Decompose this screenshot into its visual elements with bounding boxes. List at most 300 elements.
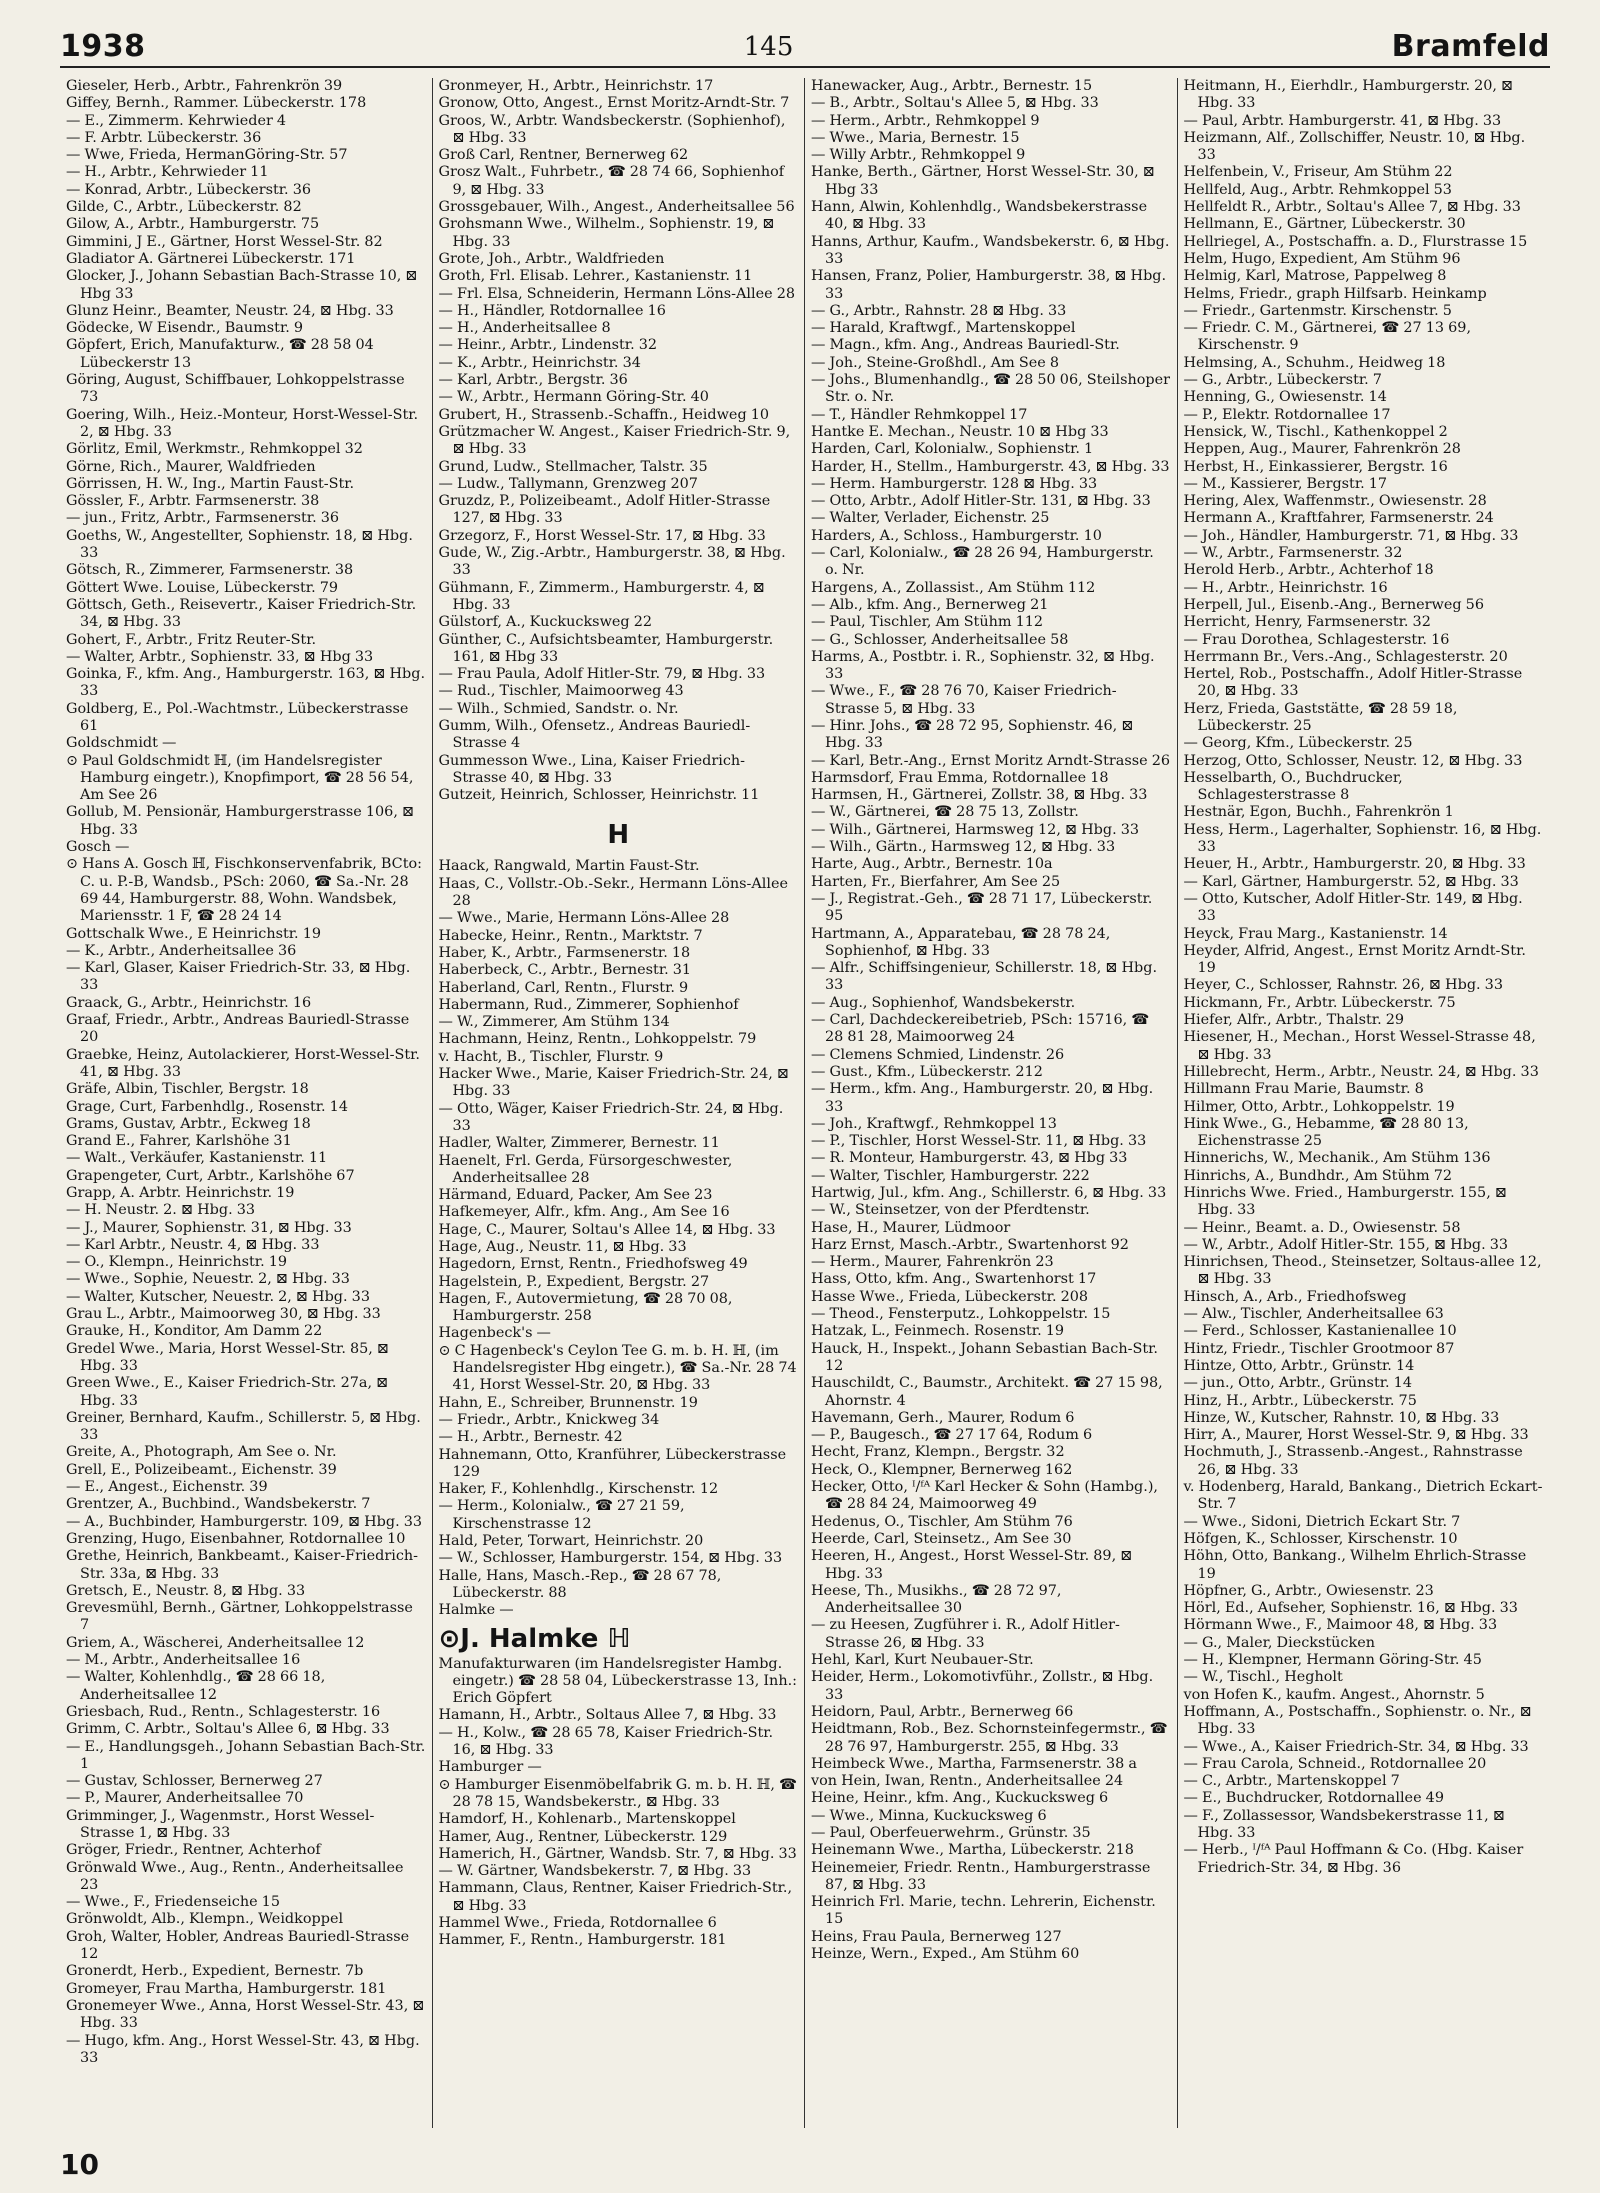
- directory-entry: — Herm., Arbtr., Rehmkoppel 9: [811, 112, 1040, 129]
- directory-entry: Harte, Aug., Arbtr., Bernestr. 10a: [811, 856, 1053, 873]
- directory-entry: Heitmann, H., Eierhdlr., Hamburgerstr. 20, ⊠ Hbg. 33: [1183, 78, 1514, 112]
- directory-entry: Hanewacker, Aug., Arbtr., Bernestr. 15: [811, 78, 1093, 94]
- directory-entry: Glocker, J., Johann Sebastian Bach-Strasse 10, ⊠ Hbg 33: [66, 268, 418, 302]
- directory-entry: — Joh., Kraftwgf., Rehmkoppel 13: [811, 1115, 1057, 1132]
- directory-entry: Hauschildt, C., Baumstr., Architekt. ☎ 27 15 98, Ahornstr. 4: [811, 1375, 1163, 1409]
- directory-entry: — Joh., Händler, Hamburgerstr. 71, ⊠ Hbg. 33: [1183, 527, 1519, 544]
- directory-entry: Heidtmann, Rob., Bez. Schornsteinfegermstr., ☎ 28 76 97, Hamburgerstr. 255, ⊠ Hbg. 33: [811, 1721, 1168, 1755]
- directory-entry: Gühmann, F., Zimmerm., Hamburgerstr. 4, ⊠ Hbg. 33: [438, 579, 765, 613]
- directory-entry: Gräfe, Albin, Tischler, Bergstr. 18: [66, 1081, 309, 1098]
- directory-entry: Hacker Wwe., Marie, Kaiser Friedrich-Str. 24, ⊠ Hbg. 33: [438, 1066, 789, 1100]
- directory-entry: — M., Kassierer, Bergstr. 17: [1183, 475, 1388, 492]
- directory-entry: Hachmann, Heinz, Rentn., Lohkoppelstr. 79: [438, 1031, 757, 1048]
- directory-entry: — W., Tischl., Hegholt: [1183, 1669, 1343, 1686]
- directory-entry: — Willy Arbtr., Rehmkoppel 9: [811, 147, 1026, 164]
- directory-entry: — Walt., Verkäufer, Kastanienstr. 11: [66, 1150, 328, 1167]
- directory-entry: Göttsch, Geth., Reisevertr., Kaiser Friedrich-Str. 34, ⊠ Hbg. 33: [66, 596, 417, 631]
- directory-entry: — P., Tischler, Horst Wessel-Str. 11, ⊠ Hbg. 33: [811, 1133, 1147, 1150]
- directory-entry: Görlitz, Emil, Werkmstr., Rehmkoppel 32: [66, 441, 363, 458]
- directory-entry: Heimbeck Wwe., Martha, Farmsenerstr. 38 a: [811, 1755, 1137, 1772]
- directory-entry: Hage, Aug., Neustr. 11, ⊠ Hbg. 33: [438, 1239, 687, 1255]
- directory-entry: — G., Arbtr., Rahnstr. 28 ⊠ Hbg. 33: [811, 302, 1067, 319]
- directory-entry: — Heinr., Beamt. a. D., Owiesenstr. 58: [1183, 1219, 1461, 1236]
- directory-entry: — Frl. Elsa, Schneiderin, Hermann Löns-Allee 28: [438, 285, 796, 302]
- directory-entry: Gottschalk Wwe., E Heinrichstr. 19: [66, 925, 322, 942]
- directory-entry: Habecke, Heinr., Rentn., Marktstr. 7: [438, 927, 703, 944]
- directory-entry: Griesbach, Rud., Rentn., Schlagesterstr. 16: [66, 1703, 381, 1720]
- directory-entry: Harders, A., Schloss., Hamburgerstr. 10: [811, 527, 1102, 544]
- directory-entry: Hartwig, Jul., kfm. Ang., Schillerstr. 6, ⊠ Hbg. 33: [811, 1185, 1167, 1201]
- directory-entry: von Hofen K., kaufm. Angest., Ahornstr. 5: [1183, 1686, 1485, 1703]
- directory-entry: Groß Carl, Rentner, Bernerweg 62: [438, 147, 689, 164]
- directory-entry: Göpfert, Erich, Manufakturw., ☎ 28 58 04 Lübeckerstr 13: [66, 337, 374, 371]
- directory-entry: Harder, H., Stellm., Hamburgerstr. 43, ⊠ Hbg. 33: [811, 458, 1170, 475]
- directory-entry: Heck, O., Klempner, Bernerweg 162: [811, 1461, 1073, 1478]
- directory-entry: — Karl, Glaser, Kaiser Friedrich-Str. 33, ⊠ Hbg. 33: [66, 960, 411, 994]
- directory-entry: Haberbeck, C., Arbtr., Bernestr. 31: [438, 962, 692, 979]
- directory-entry: — Wwe, Frieda, HermanGöring-Str. 57: [66, 147, 348, 164]
- directory-entry: — Hugo, kfm. Ang., Horst Wessel-Str. 43, ⊠ Hbg. 33: [66, 2032, 420, 2066]
- directory-entry: Gödecke, W Eisendr., Baumstr. 9: [66, 320, 304, 337]
- directory-entry: — Carl, Kolonialw., ☎ 28 26 94, Hamburgerstr. o. Nr.: [811, 545, 1154, 579]
- directory-entry: ⊙ Paul Goldschmidt ℍ, (im Handelsregister Hamburg eingetr.), Knopfimport, ☎ 28 56 54, Am See 26: [66, 752, 414, 804]
- directory-entry: Hammel Wwe., Frieda, Rotdornallee 6: [438, 1914, 717, 1931]
- directory-entry: Goldberg, E., Pol.-Wachtmstr., Lübeckerstrasse 61: [66, 700, 409, 734]
- directory-entry: Heyer, C., Schlosser, Rahnstr. 26, ⊠ Hbg. 33: [1183, 977, 1503, 994]
- directory-entry: Grund, Ludw., Stellmacher, Talstr. 35: [438, 458, 708, 475]
- directory-entry: ⊙ C Hagenbeck's Ceylon Tee G. m. b. H. ℍ, (im Handelsregister Hbg eingetr.), ☎ Sa.-Nr. 28 74 41, Horst Wessel-Str. 20, ⊠ Hbg. 33: [438, 1342, 797, 1394]
- directory-entry: Herzog, Otto, Schlosser, Neustr. 12, ⊠ Hbg. 33: [1183, 752, 1523, 769]
- directory-entry: — Wwe., Maria, Bernestr. 15: [811, 129, 1020, 146]
- directory-entry: Gohert, F., Arbtr., Fritz Reuter-Str.: [66, 631, 317, 648]
- directory-entry: Heppen, Aug., Maurer, Fahrenkrön 28: [1183, 441, 1461, 458]
- directory-entry: Hinnerichs, W., Mechanik., Am Stühm 136: [1183, 1150, 1491, 1167]
- directory-entry: Höhn, Otto, Bankang., Wilhelm Ehrlich-Strasse 19: [1183, 1548, 1527, 1582]
- directory-entry: Gredel Wwe., Maria, Horst Wessel-Str. 85, ⊠ Hbg. 33: [66, 1340, 389, 1374]
- directory-entry: — Walter, Verlader, Eichenstr. 25: [811, 510, 1050, 527]
- directory-entry: — Wwe., Minna, Kuckucksweg 6: [811, 1807, 1047, 1824]
- directory-entry: — H. Neustr. 2. ⊠ Hbg. 33: [66, 1202, 256, 1219]
- directory-entry: Hahnemann, Otto, Kranführer, Lübeckerstrasse 129: [438, 1446, 787, 1480]
- directory-entry: — W., Zimmerer, Am Stühm 134: [438, 1014, 670, 1031]
- directory-entry: Hantke E. Mechan., Neustr. 10 ⊠ Hbg 33: [811, 423, 1109, 440]
- directory-entry: Halle, Hans, Masch.-Rep., ☎ 28 67 78, Lübeckerstr. 88: [438, 1567, 722, 1601]
- directory-entry: — E., Zimmerm. Kehrwieder 4: [66, 112, 287, 129]
- directory-entry: — M., Arbtr., Anderheitsallee 16: [66, 1652, 301, 1669]
- directory-entry: Gröger, Friedr., Rentner, Achterhof: [66, 1842, 321, 1859]
- directory-entry: Hinrichsen, Theod., Steinsetzer, Soltaus-allee 12, ⊠ Hbg. 33: [1183, 1254, 1542, 1288]
- directory-entry: Hase, H., Maurer, Lüdmoor: [811, 1219, 1011, 1236]
- directory-entry: Harden, Carl, Kolonialw., Sophienstr. 1: [811, 441, 1094, 458]
- directory-entry: — Alb., kfm. Ang., Bernerweg 21: [811, 596, 1049, 613]
- directory-entry: — Friedr., Gartenmstr. Kirschenstr. 5: [1183, 302, 1452, 319]
- directory-entry: Hartmann, A., Apparatebau, ☎ 28 78 24, Sophienhof, ⊠ Hbg. 33: [811, 925, 1111, 959]
- directory-entry: — G., Arbtr., Lübeckerstr. 7: [1183, 372, 1382, 389]
- directory-entry: — C., Arbtr., Martenskoppel 7: [1183, 1773, 1400, 1790]
- directory-entry: Helmig, Karl, Matrose, Pappelweg 8: [1183, 268, 1447, 285]
- directory-entry: Heerde, Carl, Steinsetz., Am See 30: [811, 1530, 1072, 1547]
- directory-entry: Hagenbeck's —: [438, 1325, 551, 1342]
- directory-entry: Gronow, Otto, Angest., Ernst Moritz-Arndt-Str. 7: [438, 95, 790, 112]
- directory-entry: — T., Händler Rehmkoppel 17: [811, 406, 1028, 423]
- directory-entry: Hesselbarth, O., Buchdrucker, Schlagesterstrasse 8: [1183, 769, 1403, 804]
- directory-entry: Hintze, Otto, Arbtr., Grünstr. 14: [1183, 1357, 1415, 1374]
- directory-entry: Graaf, Friedr., Arbtr., Andreas Bauriedl-Strasse 20: [66, 1012, 410, 1046]
- directory-entry: v. Hacht, B., Tischler, Flurstr. 9: [438, 1048, 664, 1065]
- directory-entry: — Gustav, Schlosser, Bernerweg 27: [66, 1773, 323, 1790]
- directory-entry: — Rud., Tischler, Maimoorweg 43: [438, 683, 684, 700]
- directory-entry: — Paul, Oberfeuerwehrm., Grünstr. 35: [811, 1824, 1091, 1841]
- directory-entry: Hamer, Aug., Rentner, Lübeckerstr. 129: [438, 1828, 728, 1845]
- directory-entry: Hochmuth, J., Strassenb.-Angest., Rahnstrasse 26, ⊠ Hbg. 33: [1183, 1444, 1523, 1478]
- directory-entry: Heinemeier, Friedr. Rentn., Hamburgerstrasse 87, ⊠ Hbg. 33: [811, 1859, 1151, 1893]
- directory-entry: — Wilh., Schmied, Sandstr. o. Nr.: [438, 700, 679, 717]
- directory-entry: Gössler, F., Arbtr. Farmsenerstr. 38: [66, 493, 320, 510]
- directory-entry: Grevesmühl, Bernh., Gärtner, Lohkoppelstrasse 7: [66, 1600, 413, 1634]
- directory-entry: Heyder, Alfrid, Angest., Ernst Moritz Arndt-Str. 19: [1183, 942, 1526, 977]
- directory-entry: Grapp, A. Arbtr. Heinrichstr. 19: [66, 1185, 295, 1201]
- directory-entry: — Wwe., Sophie, Neuestr. 2, ⊠ Hbg. 33: [66, 1271, 350, 1288]
- directory-entry: — H., Klempner, Hermann Göring-Str. 45: [1183, 1652, 1482, 1669]
- directory-entry: Hedenus, O., Tischler, Am Stühm 76: [811, 1513, 1073, 1530]
- directory-entry: Goldschmidt —: [66, 735, 177, 752]
- directory-entry: — H., Anderheitsallee 8: [438, 320, 611, 337]
- directory-entry: — Harald, Kraftwgf., Martenskoppel: [811, 320, 1076, 337]
- directory-entry: Gronemeyer Wwe., Anna, Horst Wessel-Str. 43, ⊠ Hbg. 33: [66, 1997, 425, 2032]
- directory-entry: Greite, A., Photograph, Am See o. Nr.: [66, 1444, 337, 1461]
- directory-entry: Götsch, R., Zimmerer, Farmsenerstr. 38: [66, 562, 354, 579]
- directory-entry: — Walter, Kutscher, Neuestr. 2, ⊠ Hbg. 33: [66, 1288, 370, 1305]
- directory-entry: — Konrad, Arbtr., Lübeckerstr. 36: [66, 181, 312, 198]
- directory-entry: Harz Ernst, Masch.-Arbtr., Swartenhorst 92: [811, 1236, 1129, 1253]
- directory-entry: Görne, Rich., Maurer, Waldfrieden: [66, 458, 316, 475]
- directory-entry: Helfenbein, V., Friseur, Am Stühm 22: [1183, 164, 1453, 181]
- directory-entry: Gromeyer, Frau Martha, Hamburgerstr. 181: [66, 1980, 387, 1997]
- directory-entry: — Otto, Kutscher, Adolf Hitler-Str. 149, ⊠ Hbg. 33: [1183, 890, 1523, 925]
- directory-entry: Grzegorz, F., Horst Wessel-Str. 17, ⊠ Hbg. 33: [438, 527, 766, 544]
- directory-entry: Hammann, Claus, Rentner, Kaiser Friedrich-Str., ⊠ Hbg. 33: [438, 1880, 793, 1914]
- directory-entry: — Magn., kfm. Ang., Andreas Bauriedl-Str.: [811, 337, 1120, 354]
- directory-entry: Hald, Peter, Torwart, Heinrichstr. 20: [438, 1533, 704, 1550]
- directory-entry: Grönwald Wwe., Aug., Rentn., Anderheitsallee 23: [66, 1859, 404, 1893]
- directory-entry: — J., Registrat.-Geh., ☎ 28 71 17, Lübeckerstr. 95: [811, 890, 1153, 925]
- directory-entry: Gimmini, J E., Gärtner, Horst Wessel-Str. 82: [66, 233, 383, 250]
- directory-entry: — W., Arbtr., Hermann Göring-Str. 40: [438, 389, 709, 406]
- directory-entry: Hestnär, Egon, Buchh., Fahrenkrön 1: [1183, 804, 1454, 821]
- directory-entry: — Wwe., A., Kaiser Friedrich-Str. 34, ⊠ Hbg. 33: [1183, 1738, 1529, 1755]
- directory-entry: — W., Steinsetzer, von der Pferdtenstr.: [811, 1202, 1090, 1219]
- header-page-number: 145: [743, 32, 794, 62]
- directory-entry: Henning, G., Owiesenstr. 14: [1183, 389, 1387, 406]
- directory-entry: Hinrichs Wwe. Fried., Hamburgerstr. 155, ⊠ Hbg. 33: [1183, 1185, 1507, 1219]
- directory-entry: — B., Arbtr., Soltau's Allee 5, ⊠ Hbg. 33: [811, 95, 1099, 112]
- directory-entry: Grell, E., Polizeibeamt., Eichenstr. 39: [66, 1461, 337, 1478]
- directory-entry: — Karl, Arbtr., Bergstr. 36: [438, 372, 628, 389]
- directory-entry: Hellmann, E., Gärtner, Lübeckerstr. 30: [1183, 216, 1466, 233]
- directory-entry: Hecker, Otto, ᴵ/ᶠᴬ Karl Hecker & Sohn (Hambg.), ☎ 28 84 24, Maimoorweg 49: [811, 1479, 1159, 1513]
- directory-entry: Grenzing, Hugo, Eisenbahner, Rotdornallee 10: [66, 1530, 406, 1547]
- directory-entry: — Alw., Tischler, Anderheitsallee 63: [1183, 1306, 1444, 1323]
- directory-entry: Haber, K., Arbtr., Farmsenerstr. 18: [438, 944, 691, 961]
- directory-entry: Manufakturwaren (im Handelsregister Hambg. eingetr.) ☎ 28 58 04, Lübeckerstrasse 13, Inh.: Erich Göpfert: [438, 1655, 798, 1707]
- directory-entry: — W. Gärtner, Wandsbekerstr. 7, ⊠ Hbg. 33: [438, 1863, 752, 1880]
- directory-entry: Hörl, Ed., Aufseher, Sophienstr. 16, ⊠ Hbg. 33: [1183, 1600, 1518, 1617]
- directory-entry: Gretsch, E., Neustr. 8, ⊠ Hbg. 33: [66, 1582, 306, 1599]
- directory-entry: — H., Händler, Rotdornallee 16: [438, 302, 666, 319]
- directory-entry: Hoffmann, A., Postschaffn., Sophienstr. o. Nr., ⊠ Hbg. 33: [1183, 1703, 1532, 1738]
- directory-entry: Gilow, A., Arbtr., Hamburgerstr. 75: [66, 216, 320, 233]
- directory-entry: Habermann, Rud., Zimmerer, Sophienhof: [438, 996, 739, 1013]
- directory-entry: Heizmann, Alf., Zollschiffer, Neustr. 10, ⊠ Hbg. 33: [1183, 129, 1526, 164]
- directory-entry: Green Wwe., E., Kaiser Friedrich-Str. 27a, ⊠ Hbg. 33: [66, 1375, 389, 1409]
- directory-entry: — Wwe., F., Friedenseiche 15: [66, 1894, 280, 1911]
- directory-entry: Heinze, Wern., Exped., Am Stühm 60: [811, 1946, 1080, 1963]
- directory-entry: Herz, Frieda, Gaststätte, ☎ 28 59 18, Lübeckerstr. 25: [1183, 700, 1458, 734]
- directory-entry: Grand E., Fahrer, Karlshöhe 31: [66, 1133, 292, 1150]
- directory-entry: Hickmann, Fr., Arbtr. Lübeckerstr. 75: [1183, 994, 1456, 1011]
- directory-entry: Graack, G., Arbtr., Heinrichstr. 16: [66, 994, 312, 1011]
- directory-entry: ⊙ Hamburger Eisenmöbelfabrik G. m. b. H. ℍ, ☎ 28 78 15, Wandsbekerstr., ⊠ Hbg. 33: [438, 1776, 797, 1810]
- directory-entry: Gronerdt, Herb., Expedient, Bernestr. 7b: [66, 1963, 364, 1980]
- directory-entry: Grote, Joh., Arbtr., Waldfrieden: [438, 250, 665, 267]
- directory-entry: Görrissen, H. W., Ing., Martin Faust-Str.: [66, 475, 355, 492]
- directory-entry: — Aug., Sophienhof, Wandsbekerstr.: [811, 994, 1076, 1011]
- directory-entry: Günther, C., Aufsichtsbeamter, Hamburgerstr. 161, ⊠ Hbg 33: [438, 631, 774, 665]
- directory-entry: Hecht, Franz, Klempn., Bergstr. 32: [811, 1444, 1065, 1461]
- directory-entry: — F., Zollassessor, Wandsbekerstrasse 11, ⊠ Hbg. 33: [1183, 1807, 1505, 1841]
- directory-entry: — Paul, Arbtr. Hamburgerstr. 41, ⊠ Hbg. 33: [1183, 112, 1502, 129]
- directory-entry: Hammer, F., Rentn., Hamburgerstr. 181: [438, 1932, 727, 1949]
- directory-entry: — jun., Otto, Arbtr., Grünstr. 14: [1183, 1375, 1412, 1392]
- directory-entry: — Wilh., Gärtnerei, Harmsweg 12, ⊠ Hbg. 33: [811, 821, 1140, 838]
- directory-entry: — G., Maler, Dieckstücken: [1183, 1634, 1375, 1651]
- directory-entry: — Hinr. Johs., ☎ 28 72 95, Sophienstr. 46, ⊠ Hbg. 33: [811, 717, 1134, 752]
- directory-entry: Gutzeit, Heinrich, Schlosser, Heinrichstr. 11: [438, 787, 760, 804]
- footer-sheet-number: 10: [60, 2148, 99, 2181]
- directory-entry: — Friedr., Arbtr., Knickweg 34: [438, 1411, 660, 1428]
- directory-entry: Hargens, A., Zollassist., Am Stühm 112: [811, 579, 1096, 596]
- directory-entry: Grethe, Heinrich, Bankbeamt., Kaiser-Friedrich-Str. 33a, ⊠ Hbg. 33: [66, 1548, 419, 1582]
- directory-entry: Grau L., Arbtr., Maimoorweg 30, ⊠ Hbg. 33: [66, 1306, 381, 1323]
- directory-entry: Havemann, Gerh., Maurer, Rodum 6: [811, 1409, 1075, 1426]
- directory-entry: — jun., Fritz, Arbtr., Farmsenerstr. 36: [66, 510, 340, 527]
- directory-entry: Greiner, Bernhard, Kaufm., Schillerstr. 5, ⊠ Hbg. 33: [66, 1409, 421, 1444]
- directory-entry: Herbst, H., Einkassierer, Bergstr. 16: [1183, 458, 1448, 475]
- directory-entry: Hasse Wwe., Frieda, Lübeckerstr. 208: [811, 1288, 1089, 1305]
- directory-entry: Gieseler, Herb., Arbtr., Fahrenkrön 39: [66, 78, 343, 94]
- directory-entry: Gilde, C., Arbtr., Lübeckerstr. 82: [66, 199, 302, 216]
- directory-entry: Herrmann Br., Vers.-Ang., Schlagesterstr. 20: [1183, 648, 1508, 665]
- directory-entry: Hinz, H., Arbtr., Lübeckerstr. 75: [1183, 1392, 1417, 1409]
- directory-entry: Gladiator A. Gärtnerei Lübeckerstr. 171: [66, 250, 356, 267]
- directory-entry: Hess, Herm., Lagerhalter, Sophienstr. 16, ⊠ Hbg. 33: [1183, 821, 1542, 856]
- directory-entry: — Clemens Schmied, Lindenstr. 26: [811, 1046, 1065, 1063]
- directory-entry: Hafkemeyer, Alfr., kfm. Ang., Am See 16: [438, 1204, 730, 1221]
- directory-entry: — Frau Carola, Schneid., Rotdornallee 20: [1183, 1755, 1487, 1772]
- directory-entry: Heins, Frau Paula, Bernerweg 127: [811, 1928, 1062, 1945]
- directory-entry: — G., Schlosser, Anderheitsallee 58: [811, 631, 1069, 648]
- directory-entry: — O., Klempn., Heinrichstr. 19: [66, 1254, 288, 1271]
- directory-entry: Hahn, E., Schreiber, Brunnenstr. 19: [438, 1394, 698, 1411]
- directory-entry: von Hein, Iwan, Rentn., Anderheitsallee 24: [811, 1773, 1124, 1790]
- directory-entry: Hagedorn, Ernst, Rentn., Friedhofsweg 49: [438, 1256, 748, 1273]
- directory-entry: Helmsing, A., Schuhm., Heidweg 18: [1183, 354, 1446, 371]
- directory-entry: — Otto, Wäger, Kaiser Friedrich-Str. 24, ⊠ Hbg. 33: [438, 1100, 784, 1134]
- directory-entry: — Ferd., Schlosser, Kastanienallee 10: [1183, 1323, 1457, 1340]
- directory-entry: Hiesener, H., Mechan., Horst Wessel-Strasse 48, ⊠ Hbg. 33: [1183, 1029, 1536, 1063]
- directory-entry: Grauke, H., Konditor, Am Damm 22: [66, 1323, 323, 1340]
- directory-entry: Herold Herb., Arbtr., Achterhof 18: [1183, 562, 1434, 579]
- directory-entry: — E., Handlungsgeh., Johann Sebastian Bach-Str. 1: [66, 1738, 426, 1772]
- directory-entry: Haack, Rangwald, Martin Faust-Str.: [438, 858, 700, 875]
- directory-entry: Hansen, Franz, Polier, Hamburgerstr. 38, ⊠ Hbg. 33: [811, 268, 1167, 302]
- directory-entry: — P., Maurer, Anderheitsallee 70: [66, 1790, 304, 1807]
- directory-entry: Hanns, Arthur, Kaufm., Wandsbekerstr. 6, ⊠ Hbg. 33: [811, 233, 1170, 267]
- directory-entry: — Theod., Fensterputz., Lohkoppelstr. 15: [811, 1306, 1111, 1323]
- directory-entry: Hauck, H., Inspekt., Johann Sebastian Bach-Str. 12: [811, 1340, 1158, 1374]
- directory-entry: Haker, F., Kohlenhdlg., Kirschenstr. 12: [438, 1481, 719, 1498]
- directory-entry: Hörmann Wwe., F., Maimoor 48, ⊠ Hbg. 33: [1183, 1617, 1498, 1634]
- directory-entry: Heese, Th., Musikhs., ☎ 28 72 97, Anderheitsallee 30: [811, 1582, 1062, 1617]
- directory-entry: Hamdorf, H., Kohlenarb., Martenskoppel: [438, 1811, 736, 1828]
- section-letter-text: H: [607, 820, 630, 851]
- directory-entry: Heine, Heinr., kfm. Ang., Kuckucksweg 6: [811, 1790, 1109, 1807]
- directory-entry: — Karl Arbtr., Neustr. 4, ⊠ Hbg. 33: [66, 1236, 320, 1253]
- directory-entry: Herpell, Jul., Eisenb.-Ang., Bernerweg 56: [1183, 596, 1484, 613]
- directory-entry: Goeths, W., Angestellter, Sophienstr. 18, ⊠ Hbg. 33: [66, 527, 413, 562]
- directory-entry: Grönwoldt, Alb., Klempn., Weidkoppel: [66, 1911, 344, 1928]
- directory-entry: — Walter, Tischler, Hamburgerstr. 222: [811, 1167, 1090, 1184]
- directory-entry: Groth, Frl. Elisab. Lehrer., Kastanienstr. 11: [438, 268, 753, 285]
- directory-entry: Gude, W., Zig.-Arbtr., Hamburgerstr. 38, ⊠ Hbg. 33: [438, 545, 786, 579]
- directory-entry: Hirr, A., Maurer, Horst Wessel-Str. 9, ⊠ Hbg. 33: [1183, 1427, 1529, 1444]
- directory-entry: Goering, Wilh., Heiz.-Monteur, Horst-Wessel-Str. 2, ⊠ Hbg. 33: [66, 406, 419, 440]
- directory-entry: — Alfr., Schiffsingenieur, Schillerstr. 18, ⊠ Hbg. 33: [811, 960, 1158, 994]
- directory-column-2: [433, 78, 806, 2128]
- directory-entry: — zu Heesen, Zugführer i. R., Adolf Hitler-Strasse 26, ⊠ Hbg. 33: [811, 1617, 1120, 1651]
- directory-entry: — Wwe., Sidoni, Dietrich Eckart Str. 7: [1183, 1513, 1461, 1530]
- header-year: 1938: [60, 29, 146, 64]
- directory-entry: Grubert, H., Strassenb.-Schaffn., Heidweg 10: [438, 406, 770, 423]
- directory-columns: [60, 78, 1550, 2128]
- directory-entry: Glunz Heinr., Beamter, Neustr. 24, ⊠ Hbg. 33: [66, 302, 394, 319]
- directory-entry: — Wilh., Gärtn., Harmsweg 12, ⊠ Hbg. 33: [811, 839, 1116, 856]
- directory-entry: Hiefer, Alfr., Arbtr., Thalstr. 29: [1183, 1012, 1405, 1029]
- directory-entry: Hage, C., Maurer, Soltau's Allee 14, ⊠ Hbg. 33: [438, 1221, 776, 1238]
- directory-entry: Hehl, Karl, Kurt Neubauer-Str.: [811, 1652, 1034, 1669]
- section-letter: [439, 820, 799, 850]
- directory-entry: Höpfner, G., Arbtr., Owiesenstr. 23: [1183, 1582, 1434, 1599]
- directory-entry: Heuer, H., Arbtr., Hamburgerstr. 20, ⊠ Hbg. 33: [1183, 856, 1526, 873]
- directory-entry: Grentzer, A., Buchbind., Wandsbekerstr. 7: [66, 1496, 371, 1513]
- directory-entry: — Joh., Steine-Großhdl., Am See 8: [811, 354, 1059, 371]
- directory-entry: Graebke, Heinz, Autolackierer, Horst-Wessel-Str. 41, ⊠ Hbg. 33: [66, 1046, 420, 1080]
- directory-entry: — H., Kolw., ☎ 28 65 78, Kaiser Friedrich-Str. 16, ⊠ Hbg. 33: [438, 1724, 774, 1759]
- directory-entry: Groos, W., Arbtr. Wandsbeckerstr. (Sophienhof), ⊠ Hbg. 33: [438, 112, 786, 146]
- directory-entry: Heyck, Frau Marg., Kastanienstr. 14: [1183, 925, 1448, 942]
- directory-entry: Griem, A., Wäscherei, Anderheitsallee 12: [66, 1634, 365, 1651]
- directory-entry: Hertel, Rob., Postschaffn., Adolf Hitler-Strasse 20, ⊠ Hbg. 33: [1183, 666, 1523, 700]
- directory-entry: — Carl, Dachdeckereibetrieb, PSch: 15716, ☎ 28 81 28, Maimoorweg 24: [811, 1012, 1150, 1046]
- directory-entry: — Karl, Gärtner, Hamburgerstr. 52, ⊠ Hbg. 33: [1183, 873, 1519, 890]
- directory-entry: Gruzdz, P., Polizeibeamt., Adolf Hitler-Strasse 127, ⊠ Hbg. 33: [438, 493, 771, 527]
- directory-entry: — H., Arbtr., Bernestr. 42: [438, 1429, 623, 1446]
- directory-entry: Gumm, Wilh., Ofensetz., Andreas Bauriedl-Strasse 4: [438, 717, 751, 752]
- directory-entry: Hinze, W., Kutscher, Rahnstr. 10, ⊠ Hbg. 33: [1183, 1409, 1500, 1426]
- directory-entry: Hinsch, A., Arb., Friedhofsweg: [1183, 1288, 1407, 1305]
- directory-entry: Groh, Walter, Hobler, Andreas Bauriedl-Strasse 12: [66, 1928, 410, 1963]
- directory-entry: Hellriegel, A., Postschaffn. a. D., Flurstrasse 15: [1183, 233, 1528, 250]
- directory-entry: — F. Arbtr. Lübeckerstr. 36: [66, 129, 262, 146]
- directory-entry: — K., Arbtr., Heinrichstr. 34: [438, 354, 641, 371]
- directory-entry: — W., Arbtr., Farmsenerstr. 32: [1183, 545, 1403, 562]
- directory-entry: — A., Buchbinder, Hamburgerstr. 109, ⊠ Hbg. 33: [66, 1513, 423, 1530]
- directory-entry: Grimm, C. Arbtr., Soltau's Allee 6, ⊠ Hbg. 33: [66, 1721, 390, 1738]
- directory-entry: — Frau Paula, Adolf Hitler-Str. 79, ⊠ Hbg. 33: [438, 666, 766, 683]
- directory-entry: Hensick, W., Tischl., Kathenkoppel 2: [1183, 423, 1448, 440]
- directory-entry: — Karl, Betr.-Ang., Ernst Moritz Arndt-Strasse 26: [811, 752, 1171, 769]
- directory-entry: — K., Arbtr., Anderheitsallee 36: [66, 942, 297, 959]
- directory-entry: Hinrichs, A., Bundhdr., Am Stühm 72: [1183, 1167, 1453, 1184]
- page-header: [60, 22, 1550, 68]
- directory-entry: — Johs., Blumenhandlg., ☎ 28 50 06, Steilshoper Str. o. Nr.: [811, 372, 1171, 406]
- directory-entry: — E., Angest., Eichenstr. 39: [66, 1479, 268, 1496]
- directory-entry: Helm, Hugo, Expedient, Am Stühm 96: [1183, 250, 1461, 267]
- directory-entry: — Herb., ᴵ/ᶠᴬ Paul Hoffmann & Co. (Hbg. Kaiser Friedrich-Str. 34, ⊠ Hbg. 36: [1183, 1842, 1524, 1876]
- directory-entry: Hass, Otto, kfm. Ang., Swartenhorst 17: [811, 1271, 1097, 1288]
- directory-entry: Gülstorf, A., Kuckucksweg 22: [438, 614, 653, 631]
- directory-entry: Hamerich, H., Gärtner, Wandsb. Str. 7, ⊠ Hbg. 33: [438, 1845, 797, 1862]
- directory-entry: Halmke —: [438, 1602, 514, 1619]
- directory-entry: Gosch —: [66, 839, 130, 856]
- directory-entry: — Heinr., Arbtr., Lindenstr. 32: [438, 337, 658, 354]
- directory-entry: — W., Schlosser, Hamburgerstr. 154, ⊠ Hbg. 33: [438, 1550, 783, 1567]
- directory-entry: Hillmann Frau Marie, Baumstr. 8: [1183, 1081, 1424, 1098]
- directory-entry: Hann, Alwin, Kohlenhdlg., Wandsbekerstrasse 40, ⊠ Hbg. 33: [811, 199, 1148, 233]
- directory-entry: Hamann, H., Arbtr., Soltaus Allee 7, ⊠ Hbg. 33: [438, 1707, 777, 1724]
- directory-entry: — E., Buchdrucker, Rotdornallee 49: [1183, 1790, 1444, 1807]
- directory-entry: Heinemann Wwe., Martha, Lübeckerstr. 218: [811, 1842, 1134, 1859]
- directory-entry: Grohsmann Wwe., Wilhelm., Sophienstr. 19, ⊠ Hbg. 33: [438, 216, 775, 250]
- directory-entry: Hanke, Berth., Gärtner, Horst Wessel-Str. 30, ⊠ Hbg 33: [811, 164, 1155, 198]
- directory-entry: — P., Elektr. Rotdornallee 17: [1183, 406, 1391, 423]
- directory-entry: Heeren, H., Angest., Horst Wessel-Str. 89, ⊠ Hbg. 33: [811, 1548, 1133, 1582]
- directory-entry: Hink Wwe., G., Hebamme, ☎ 28 80 13, Eichenstrasse 25: [1183, 1115, 1469, 1150]
- directory-entry: Goinka, F., kfm. Ang., Hamburgerstr. 163, ⊠ Hbg. 33: [66, 666, 426, 700]
- directory-entry: Harten, Fr., Bierfahrer, Am See 25: [811, 873, 1061, 890]
- directory-entry: Herricht, Henry, Farmsenerstr. 32: [1183, 614, 1431, 631]
- directory-entry: Haas, C., Vollstr.-Ob.-Sekr., Hermann Löns-Allee 28: [438, 875, 789, 910]
- directory-entry: Hintz, Friedr., Tischler Grootmoor 87: [1183, 1340, 1455, 1357]
- directory-entry: — Wwe., F., ☎ 28 76 70, Kaiser Friedrich-Strasse 5, ⊠ Hbg. 33: [811, 683, 1117, 717]
- directory-column-4: [1178, 78, 1551, 2128]
- directory-entry: Höfgen, K., Schlosser, Kirschenstr. 10: [1183, 1530, 1458, 1547]
- directory-entry: — Herm. Hamburgerstr. 128 ⊠ Hbg. 33: [811, 475, 1098, 492]
- directory-entry: — H., Arbtr., Heinrichstr. 16: [1183, 579, 1388, 596]
- directory-entry: — W., Arbtr., Adolf Hitler-Str. 155, ⊠ Hbg. 33: [1183, 1236, 1509, 1253]
- directory-entry: — Gust., Kfm., Lübeckerstr. 212: [811, 1063, 1043, 1080]
- directory-entry: — Wwe., Marie, Hermann Löns-Allee 28: [438, 910, 730, 927]
- directory-entry: Helms, Friedr., graph Hilfsarb. Heinkamp: [1183, 285, 1487, 302]
- directory-entry: — W., Gärtnerei, ☎ 28 75 13, Zollstr.: [811, 804, 1079, 821]
- directory-entry: Hermann A., Kraftfahrer, Farmsenerstr. 24: [1183, 510, 1494, 527]
- directory-entry: — Frau Dorothea, Schlagesterstr. 16: [1183, 631, 1450, 648]
- directory-entry: Härmand, Eduard, Packer, Am See 23: [438, 1187, 713, 1204]
- directory-entry: — P., Baugesch., ☎ 27 17 64, Rodum 6: [811, 1427, 1093, 1444]
- directory-entry: — Friedr. C. M., Gärtnerei, ☎ 27 13 69, Kirschenstr. 9: [1183, 320, 1472, 354]
- directory-entry: Göttert Wwe. Louise, Lübeckerstr. 79: [66, 579, 339, 596]
- directory-entry: Hering, Alex, Waffenmstr., Owiesenstr. 28: [1183, 493, 1487, 510]
